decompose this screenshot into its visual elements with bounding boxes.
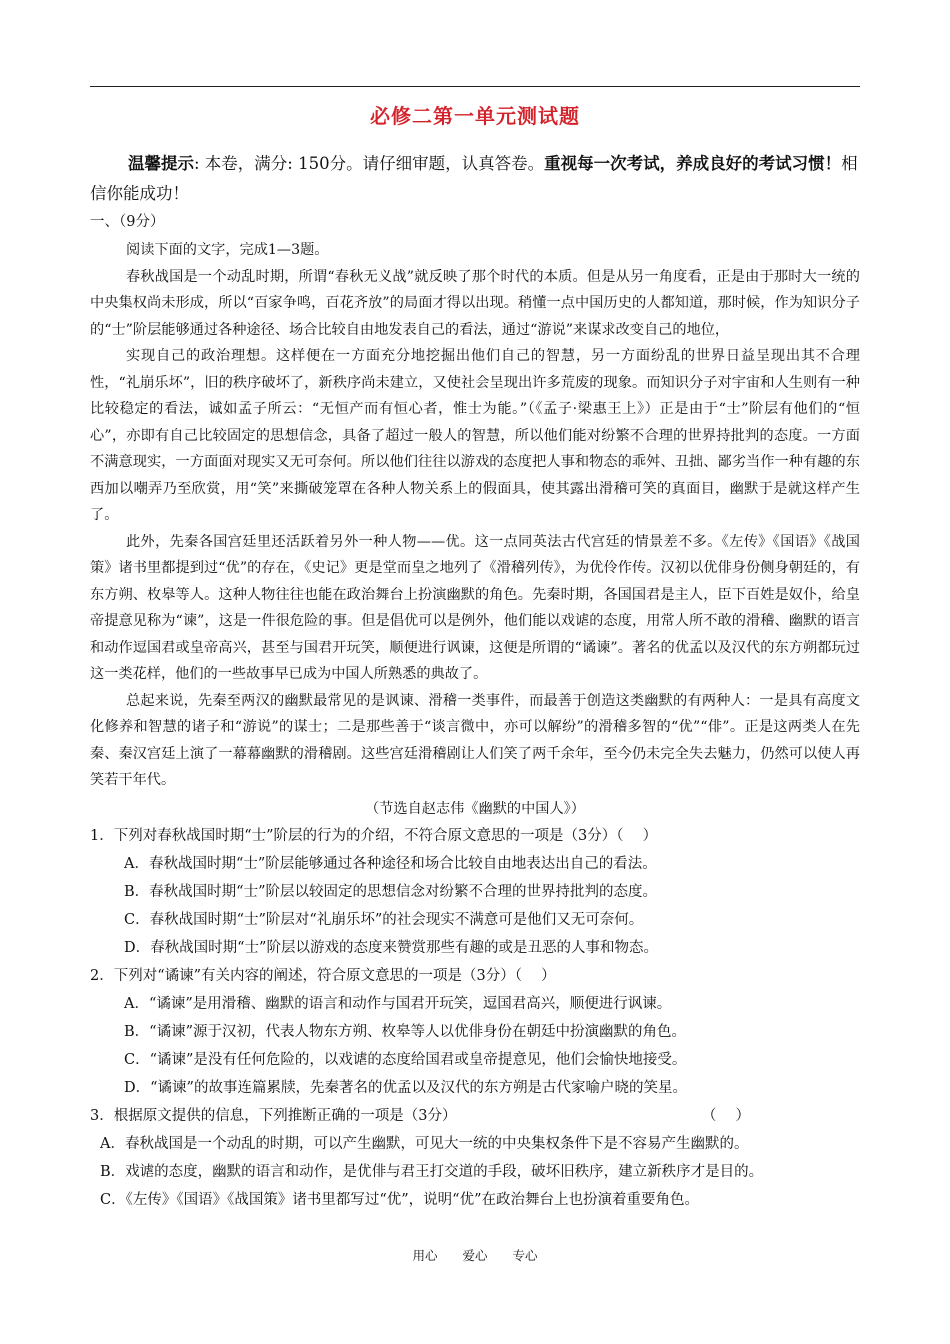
question-3-option-b: B．戏谑的态度，幽默的语言和动作，是优俳与君王打交道的手段，破坏旧秩序，建立新秩序才是目的。 [100, 1163, 764, 1180]
question-2-stem: 2．下列对“谲谏”有关内容的阐述，符合原文意思的一项是（3分）（ ） [90, 967, 556, 984]
tip-paragraph [90, 149, 860, 209]
passage-paragraph-1: 春秋战国是一个动乱时期，所谓“春秋无义战”就反映了那个时代的本质。但是从另一角度看，正是由于那时大一统的中央集权尚未形成，所以“百家争鸣，百花齐放”的局面才得以出现。稍懂一点中国历史的人都知道，那时候，作为知识分子的“士”阶层能够通过各种途径、场合比较自由地发表自己的看法，通过“游说”来谋求改变自己的地位， [90, 268, 860, 338]
question-3-stem: 3．根据原文提供的信息，下列推断正确的一项是（3分） [90, 1107, 457, 1124]
page-title: 必修二第一单元测试题 [370, 104, 580, 128]
passage-paragraph-2: 实现自己的政治理想。这样便在一方面充分地挖掘出他们自己的智慧，另一方面纷乱的世界日益呈现出其不合理性，“礼崩乐坏”，旧的秩序破坏了，新秩序尚未建立，又使社会呈现出许多荒废的现象。而知识分子对宇宙和人生则有一种比较稳定的看法，诚如孟子所云：“无恒产而有恒心者，惟士为能。”（《孟子·梁惠王上》）正是由于“士”阶层有他们的“恒心”，亦即有自己比较固定的思想信念，具备了超过一般人的智慧，所以他们能对纷繁不合理的世界持批判的态度。一方面不满意现实，一方面面对现实又无可奈何。所以他们往往以游戏的态度把人事和物态的乖舛、丑拙、鄙劣当作一种有趣的东西加以嘲弄乃至欣赏，用“笑”来撕破笼罩在各种人物关系上的假面具，使其露出滑稽可笑的真面目，幽默于是就这样产生了。 [90, 348, 860, 523]
passage-paragraph-4: 总起来说，先秦至两汉的幽默最常见的是讽谏、滑稽一类事件，而最善于创造这类幽默的有两种人：一是具有高度文化修养和智慧的诸子和“游说”的谋士；二是那些善于“谈言微中，亦可以解纷”的滑稽多智的“优”“俳”。正是这两类人在先秦、秦汉宫廷上演了一幕幕幽默的滑稽剧。这些宫廷滑稽剧让人们笑了两千余年，至今仍未完全失去魅力，仍然可以使人再笑若干年代。 [90, 692, 860, 788]
section-heading: 一、（9分） [90, 214, 165, 230]
question-3-answer-paren: （ ） [701, 1107, 750, 1124]
passage-paragraph-3: 此外，先秦各国宫廷里还活跃着另外一种人物——优。这一点同英法古代宫廷的情景差不多。《左传》《国语》《战国策》诸书里都提到过“优”的存在，《史记》更是堂而皇之地列了《滑稽列传》，为优伶作传。汉初以优俳身份侧身朝廷的，有东方朔、枚皋等人。这种人物往往也能在政治舞台上扮演幽默的角色。先秦时期，各国国君是主人，臣下百姓是奴仆，给皇帝提意见称为“谏”，这是一件很危险的事。但是倡优可以是例外，他们能以戏谑的态度，用常人所不敢的滑稽、幽默的语言和动作逗国君或皇帝高兴，甚至与国君开玩笑，顺便进行讽谏，这便是所谓的“谲谏”。著名的优孟以及汉代的东方朔都玩过这一类花样，他们的一些故事早已成为中国人所熟悉的典故了。 [90, 533, 860, 682]
question-1-option-c: C．春秋战国时期“士”阶层对“礼崩乐坏”的社会现实不满意可是他们又无可奈何。 [124, 911, 644, 928]
question-2-option-d: D．“谲谏”的故事连篇累牍，先秦著名的优孟以及汉代的东方朔是古代家喻户晓的笑星。 [124, 1079, 687, 1096]
question-2-option-b: B．“谲谏”源于汉初，代表人物东方朔、枚皋等人以优俳身份在朝廷中扮演幽默的角色。 [124, 1023, 686, 1040]
tip-bold: 重视每一次考试，养成良好的考试习惯！ [544, 154, 842, 173]
question-1-option-d: D．春秋战国时期“士”阶层以游戏的态度来赞赏那些有趣的或是丑恶的人事和物态。 [124, 939, 658, 956]
question-3-stem-row [90, 1102, 860, 1130]
question-1-stem: 1．下列对春秋战国时期“士”阶层的行为的介绍，不符合原文意思的一项是（3分）（ ） [90, 827, 658, 844]
page-footer: 用心 爱心 专心 [412, 1248, 538, 1263]
tip-text: : 本卷，满分: 150分。请仔细审题，认真答卷。 [194, 154, 545, 173]
tip-label: 温馨提示 [128, 154, 194, 173]
document-page [90, 100, 860, 1214]
question-2-option-a: A．“谲谏”是用滑稽、幽默的语言和动作与国君开玩笑，逗国君高兴，顺便进行讽谏。 [124, 995, 672, 1012]
question-3-option-c: C．《左传》《国语》《战国策》诸书里都写过“优”，说明“优”在政治舞台上也扮演着重要角色。 [100, 1191, 699, 1208]
question-3-option-a: A．春秋战国是一个动乱的时期，可以产生幽默，可见大一统的中央集权条件下是不容易产生幽默的。 [100, 1135, 749, 1152]
question-2-option-c: C．“谲谏”是没有任何危险的，以戏谑的态度给国君或皇帝提意见，他们会愉快地接受。 [124, 1051, 687, 1068]
tip-end: 相信你能成功！ [90, 154, 858, 203]
header-rule [90, 86, 860, 87]
question-1-option-b: B．春秋战国时期“士”阶层以较固定的思想信念对纷繁不合理的世界持批判的态度。 [124, 883, 657, 900]
reading-instruction: 阅读下面的文字，完成1—3题。 [126, 242, 329, 258]
question-1-option-a: A．春秋战国时期“士”阶层能够通过各种途径和场合比较自由地表达出自己的看法。 [124, 855, 657, 872]
passage-source: （节选自赵志伟《幽默的中国人》） [365, 800, 585, 817]
